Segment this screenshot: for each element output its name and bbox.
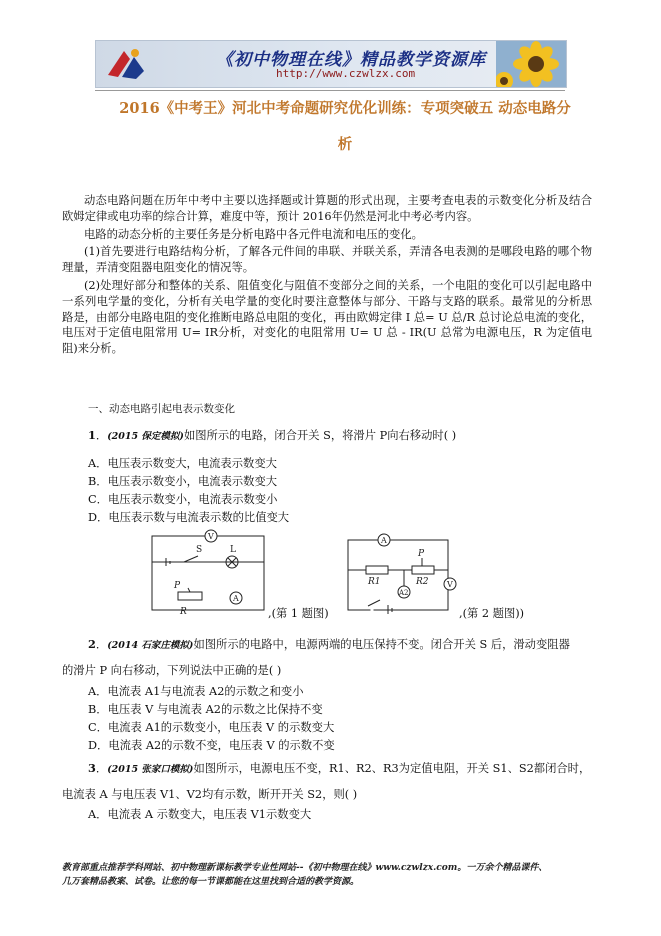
option-b: B．电压表示数变小，电流表示数变大	[88, 475, 278, 488]
intro-paragraph-2: 电路的动态分析的主要任务是分析电路中各元件电流和电压的变化。	[84, 228, 423, 241]
option-a: A．电压表示数变大，电流表示数变大	[88, 457, 277, 470]
circuit-label-a: A	[381, 536, 387, 545]
question-source: (2014 石家庄模拟)	[107, 640, 194, 651]
circuit-label-s: S	[196, 545, 203, 555]
figure-2-caption: ,(第 2 题图))	[459, 607, 525, 620]
question-text: 如图所示的电路中，电源两端的电压保持不变。闭合开关 S 后，滑动变阻器	[193, 638, 570, 651]
circuit-label-p: P	[418, 549, 425, 559]
option-b: B．电压表 V 与电流表 A2的示数之比保持不变	[88, 703, 323, 716]
site-title: 《初中物理在线》精品教学资源库	[216, 50, 486, 70]
footer-line-2: 几万套精品教案、试卷。让您的每一节课都能在这里找到合适的教学资源。	[62, 877, 360, 887]
resistor-r2-icon	[412, 566, 434, 574]
circuit-label-r: R	[180, 607, 187, 616]
option-c: C．电压表示数变小，电流表示数变小	[88, 493, 278, 506]
question-source: (2015 张家口模拟)	[107, 764, 194, 775]
intro-paragraph-1: 动态电路问题在历年中考中主要以选择题或计算题的形式出现，主要考查电表的示数变化分析及结合欧姆定律或电功率的综合计算，难度中等，预计 2016年仍然是河北中考必考内容。	[62, 194, 592, 223]
circuit-label-a: A	[233, 594, 239, 603]
circuit-label-a2: A2	[399, 589, 409, 597]
question-text: 如图所示的电路，闭合开关 S，将滑片 P向右移动时( )	[183, 429, 457, 442]
question-number: 2	[88, 637, 96, 651]
header-divider	[95, 90, 565, 91]
question-3-stem-continued: 电流表 A 与电压表 V1、V2均有示数，断开开关 S2，则( )	[62, 788, 358, 801]
option-a: A．电流表 A 示数变大，电压表 V1示数变大	[88, 808, 312, 821]
circuit-label-r2: R2	[416, 577, 429, 587]
question-3-stem: 3．(2015 张家口模拟)如图所示，电源电压不变，R1、R2、R3为定值电阻，开关 S1、S2都闭合时，	[88, 761, 591, 775]
document-title: 2016《中考王》河北中考命题研究优化训练：专项突破五 动态电路分	[119, 100, 571, 117]
question-number: 1	[88, 428, 96, 442]
sunflower-icon	[496, 41, 566, 87]
page-footer	[62, 861, 622, 889]
circuit-label-v: V	[447, 580, 453, 589]
circuit-label-v: V	[208, 532, 214, 541]
question-2-stem-continued: 的滑片 P 向右移动，下列说法中正确的是( )	[62, 664, 282, 677]
rheostat-icon	[178, 592, 202, 600]
switch-icon	[184, 556, 198, 562]
resistor-r1-icon	[366, 566, 388, 574]
question-text: 如图所示，电源电压不变，R1、R2、R3为定值电阻，开关 S1、S2都闭合时，	[193, 762, 591, 775]
question-source: (2015 保定模拟)	[107, 431, 184, 442]
circuit-wire-frame	[348, 540, 448, 610]
question-number: 3	[88, 761, 96, 775]
question-2-stem: 2．(2014 石家庄模拟)如图所示的电路中，电源两端的电压保持不变。闭合开关 S 后，滑动变阻器	[88, 637, 570, 651]
circuit-label-r1: R1	[368, 577, 381, 587]
circuit-diagram-1	[148, 528, 270, 616]
question-1-stem: 1．(2015 保定模拟)如图所示的电路，闭合开关 S，将滑片 P向右移动时( )	[88, 428, 457, 442]
intro-paragraph-3: (1)首先要进行电路结构分析，了解各元件间的串联、并联关系，弄清各电表测的是哪段电路的哪个物理量，弄清变阻器电阻变化的情况等。	[62, 245, 592, 274]
option-c: C．电流表 A1的示数变小，电压表 V 的示数变大	[88, 721, 335, 734]
switch-icon	[368, 600, 380, 606]
option-d: D．电压表示数与电流表示数的比值变大	[88, 511, 290, 524]
document-title-continued: 析	[337, 136, 353, 153]
site-banner	[95, 40, 567, 88]
site-url[interactable]: http://www.czwlzx.com	[276, 67, 416, 80]
site-logo-icon	[104, 45, 148, 83]
circuit-label-p: P	[174, 581, 181, 591]
circuit-diagram-2	[344, 530, 462, 614]
figure-1-caption: ,(第 1 题图)	[268, 607, 329, 620]
footer-line-1: 教育部重点推荐学科网站、初中物理新课标教学专业性网站--《初中物理在线》www.czwlzx.com。一万余个精品课件、	[62, 863, 548, 873]
circuit-wire-frame	[152, 536, 264, 610]
option-d: D．电流表 A2的示数不变，电压表 V 的示数不变	[88, 739, 335, 752]
circuit-label-l: L	[230, 545, 236, 555]
option-a: A．电流表 A1与电流表 A2的示数之和变小	[88, 685, 304, 698]
section-heading: 一、动态电路引起电表示数变化	[88, 403, 235, 415]
intro-paragraph-4: (2)处理好部分和整体的关系、阻值变化与阻值不变部分之间的关系，一个电阻的变化可以引起电路中一系列电学量的变化，分析有关电学量的变化时要注意整体与部分、干路与支路的联系。最常见的分析思路是，由部分电路电阻的变化推断电路总电阻的变化，再由欧姆定律 I 总= U 总/R 总讨论总电流的变化，电压对于定值电阻常用 U= IR分析，对变化的电阻常用 U= U 总 - IR(U 总常为电源电压，R 为定值电阻)来分析。	[62, 279, 592, 356]
